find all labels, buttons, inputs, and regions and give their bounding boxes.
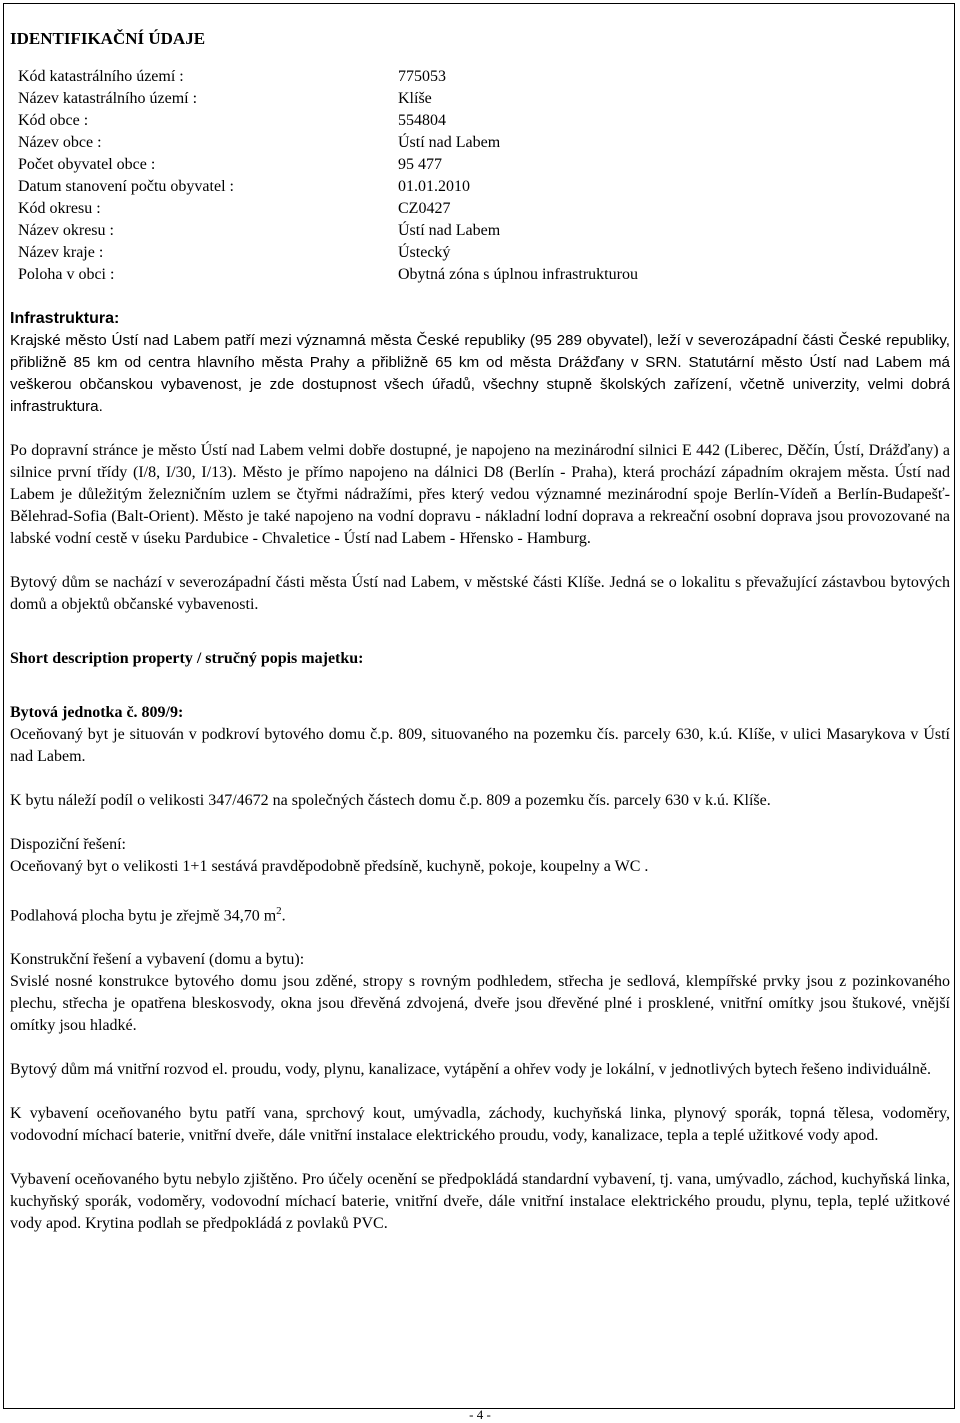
identification-row <box>10 154 950 176</box>
identification-row <box>10 66 950 88</box>
identification-key: Počet obyvatel obce : <box>18 156 156 173</box>
identification-row <box>10 198 950 220</box>
construction-label: Konstrukční řešení a vybavení (domu a bytu): <box>10 951 305 969</box>
unit-location-text: Oceňovaný byt je situován v podkroví bytového domu č.p. 809, situovaného na pozemku čís. parcely 630, k.ú. Klíše, v ulici Masarykova v Ústí nad Labem. <box>10 726 950 765</box>
identification-value: CZ0427 <box>398 200 451 217</box>
identification-value: Ústí nad Labem <box>398 134 501 151</box>
identification-row <box>10 220 950 242</box>
floor-area-end: . <box>281 907 286 925</box>
unverified-equipment-text: Vybavení oceňovaného bytu nebylo zjištěno. Pro účely ocenění se předpokládá standardní vybavení, tj. vana, umývadlo, záchod, kuchyňská linka, kuchyňský sporák, vodoměry, vodovodní míchací baterie, vnitřní dveře, dále vnitřní instalace elektrického proudu, plynu, tepla, teplé užitkové vody apod. Krytina podlah se předpokládá z povlaků PVC. <box>10 1171 950 1233</box>
floor-area-value: Podlahová plocha bytu je zřejmě 34,70 m <box>10 907 277 925</box>
identification-value: Ústí nad Labem <box>398 222 501 239</box>
identification-key: Kód obce : <box>18 112 89 129</box>
identification-value: Ústecký <box>398 244 451 261</box>
infrastructure-paragraph-2: Po dopravní stránce je město Ústí nad Labem velmi dobře dostupné, je napojeno na mezinárodní silnici E 442 (Liberec, Děčín, Ústí, Drážďany) a silnice první třídy (I/8, I/30, I/13). Město je přímo napojeno na dálnici D8 (Berlín - Praha), která prochází západním okrajem města. Ústí nad Labem je důležitým železničním uzlem se čtyřmi nádražími, přes který vedou významné mezinárodní spoje Berlín-Vídeň a Berlín-Budapešť-Bělehrad-Sofia (Balt-Orient). Město je také napojeno na vodní dopravu - nákladní lodní doprava a rekreační osobní doprava jsou provozované na labské vodní cestě v úseku Pardubice - Chvaletice - Ústí nad Labem - Hřensko - Hamburg. <box>10 442 950 547</box>
identification-key: Název kraje : <box>18 244 104 261</box>
infrastructure-heading: Infrastruktura: <box>10 310 120 327</box>
identification-value: 775053 <box>398 68 446 85</box>
identification-key: Název okresu : <box>18 222 114 239</box>
identification-key: Kód okresu : <box>18 200 101 217</box>
identification-key: Poloha v obci : <box>18 266 115 283</box>
layout-label: Dispoziční řešení: <box>10 836 126 853</box>
identification-value: Obytná zóna s úplnou infrastrukturou <box>398 266 638 283</box>
floor-area-unit-exponent: 2 <box>276 905 282 917</box>
identification-key: Název katastrálního území : <box>18 90 198 107</box>
identification-row <box>10 88 950 110</box>
identification-key: Kód katastrálního území : <box>18 68 184 85</box>
layout-text: Oceňovaný byt o velikosti 1+1 sestává pravděpodobně předsíně, kuchyně, pokoje, koupelny a WC . <box>10 858 649 875</box>
identification-value: Klíše <box>398 90 432 107</box>
identification-row <box>10 176 950 198</box>
identification-key: Název obce : <box>18 134 102 151</box>
infrastructure-paragraph-1: Krajské město Ústí nad Labem patří mezi významná města České republiky (95 289 obyvatel), leží v severozápadní části České republiky, přibližně 85 km od centra hlavního města Prahy a přibližně 65 km od města Drážďany v SRN. Statutární město Ústí nad Labem má veškerou občanskou vybavenost, je zde dostupnost všech úřadů, všechny stupně školských zařízení, včetně univerzity, velmi dobrá infrastruktura. <box>10 332 950 415</box>
distribution-text: Bytový dům má vnitřní rozvod el. proudu, vody, plynu, kanalizace, vytápění a ohřev vody je lokální, v jednotlivých bytech řešeno individuálně. <box>10 1061 931 1079</box>
identification-row <box>10 242 950 264</box>
document-body <box>10 28 950 1235</box>
page-number: - 4 - <box>469 1407 491 1422</box>
floor-area-text <box>10 900 950 927</box>
unit-heading: Bytová jednotka č. 809/9: <box>10 704 184 721</box>
description-heading: Short description property / stručný popis majetku: <box>10 650 364 667</box>
page-title: IDENTIFIKAČNÍ ÚDAJE <box>10 29 206 48</box>
identification-row <box>10 132 950 154</box>
identification-table <box>10 66 950 286</box>
identification-row <box>10 110 950 132</box>
identification-value: 554804 <box>398 112 446 129</box>
identification-row <box>10 264 950 286</box>
construction-text: Svislé nosné konstrukce bytového domu jsou zděné, stropy s rovným podhledem, střecha je sedlová, klempířské prvky jsou z pozinkovaného plechu, střecha je opatřena bleskosvody, okna jsou dřevěná zdvojená, dveře jsou dřevěné plné i prosklené, vnitřní omítky jsou štukové, vnější omítky jsou hladké. <box>10 973 950 1035</box>
equipment-text: K vybavení oceňovaného bytu patří vana, sprchový kout, umývadla, záchody, kuchyňská linka, plynový sporák, topná tělesa, vodoměry, vodovodní míchací baterie, vnitřní dveře, dále vnitřní instalace elektrického proudu, vody, kanalizace, tepla a teplé užitkové vody apod. <box>10 1105 950 1145</box>
identification-key: Datum stanovení počtu obyvatel : <box>18 178 234 195</box>
identification-value: 95 477 <box>398 156 442 173</box>
unit-share-text: K bytu náleží podíl o velikosti 347/4672 na společných částech domu č.p. 809 a pozemku čís. parcely 630 v k.ú. Klíše. <box>10 792 771 809</box>
identification-value: 01.01.2010 <box>398 178 470 195</box>
infrastructure-paragraph-3: Bytový dům se nachází v severozápadní části města Ústí nad Labem, v městské části Klíše. Jedná se o lokalitu s převažující zástavbou bytových domů a objektů občanské vybavenosti. <box>10 574 950 613</box>
